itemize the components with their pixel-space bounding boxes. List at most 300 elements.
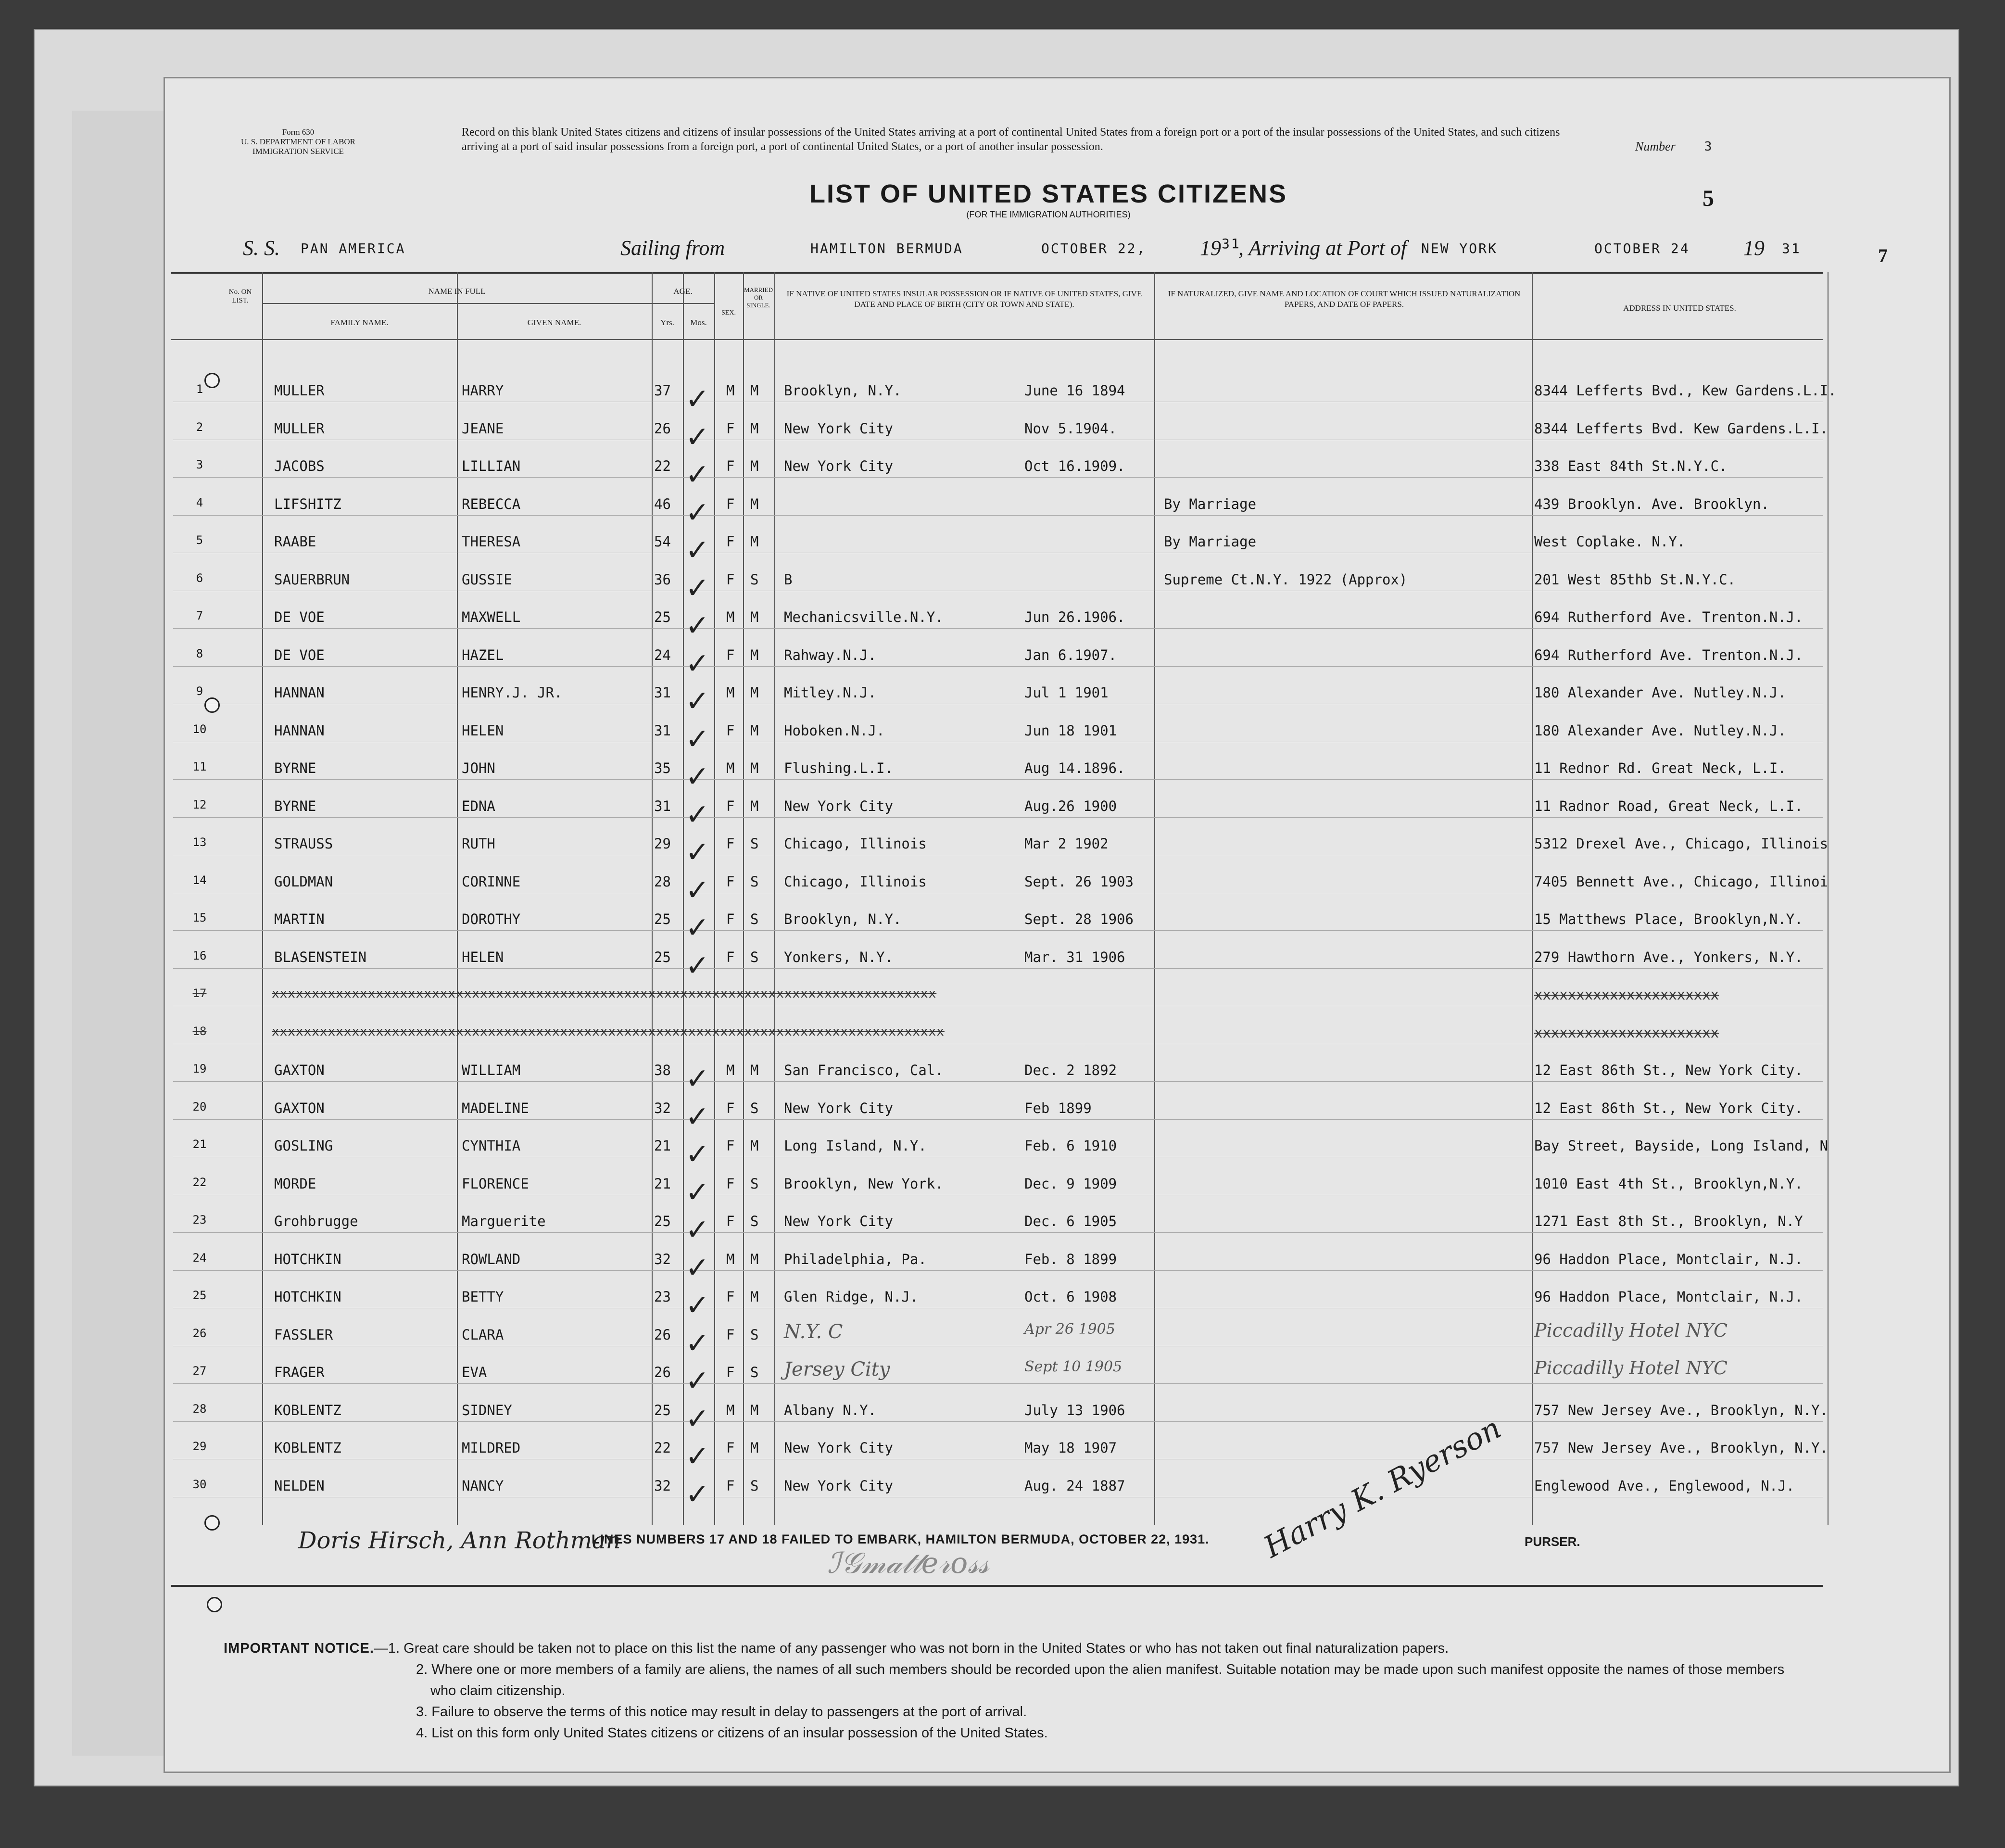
checkmark-icon: ✓ <box>685 1100 710 1134</box>
checkmark-icon: ✓ <box>685 797 710 832</box>
header-no: No. ON LIST. <box>228 288 252 304</box>
given-name-cell: LILLIAN <box>462 458 521 474</box>
given-name-cell: WILLIAM <box>462 1062 521 1078</box>
row-number: 16 <box>192 949 207 962</box>
family-name-cell: KOBLENTZ <box>274 1402 341 1418</box>
address-cell: 279 Hawthorn Ave., Yonkers, N.Y. <box>1534 949 1803 965</box>
age-cell: 26 <box>654 420 671 437</box>
birthplace-cell: Mitley.N.J. <box>784 684 877 701</box>
row-number: 11 <box>192 760 207 773</box>
row-number: 8 <box>196 646 203 660</box>
given-name-cell: JOHN <box>462 760 495 776</box>
struck-entry: xxxxxxxxxxxxxxxxxxxxxxxxxxxxxxxxxxxxxxxxxxxxxxxxxxxxxxxxxxxxxxxxxxxxxxxxxxxxxxxxxxx <box>272 987 937 1001</box>
birthdate-cell: Oct. 6 1908 <box>1024 1289 1117 1305</box>
checkmark-icon: ✓ <box>685 1213 710 1247</box>
birthplace-cell: Long Island, N.Y. <box>784 1138 927 1154</box>
header-age: AGE. <box>673 287 693 296</box>
birthplace-cell: New York City <box>784 458 893 474</box>
age-cell: 21 <box>654 1138 671 1154</box>
table-row <box>173 977 1823 1006</box>
given-name-cell: HARRY <box>462 382 504 399</box>
address-cell: 201 West 85thb St.N.Y.C. <box>1534 571 1736 588</box>
checkmark-icon: ✓ <box>685 1326 710 1360</box>
marital-cell: M <box>750 646 759 663</box>
marital-cell: M <box>750 533 759 550</box>
age-cell: 25 <box>654 1213 671 1229</box>
given-name-cell: CYNTHIA <box>462 1138 521 1154</box>
naturalization-cell: By Marriage <box>1164 533 1257 550</box>
age-cell: 31 <box>654 797 671 814</box>
address-cell: 757 New Jersey Ave., Brooklyn, N.Y. <box>1534 1402 1828 1418</box>
checkmark-icon: ✓ <box>685 609 710 643</box>
given-name-cell: NANCY <box>462 1477 504 1494</box>
page-title: LIST OF UNITED STATES CITIZENS <box>809 179 1287 208</box>
marital-cell: S <box>750 1364 759 1380</box>
birthplace-cell: Jersey City <box>784 1358 890 1380</box>
birthplace-cell: New York City <box>784 1213 893 1229</box>
sex-cell: F <box>726 873 735 890</box>
address-cell: Bay Street, Bayside, Long Island, N <box>1534 1138 1828 1154</box>
family-name-cell: DE VOE <box>274 646 325 663</box>
table-row <box>173 1354 1823 1398</box>
marital-cell: S <box>750 1100 759 1116</box>
marital-cell: S <box>750 1326 759 1343</box>
birthdate-cell: Apr 26 1905 <box>1024 1320 1115 1338</box>
birthplace-cell: B <box>784 571 793 588</box>
address-cell: Piccadilly Hotel NYC <box>1534 1319 1728 1341</box>
row-number: 6 <box>196 571 203 585</box>
marital-cell: S <box>750 911 759 927</box>
row-number: 18 <box>192 1024 207 1038</box>
checkmark-icon: ✓ <box>685 571 710 605</box>
checkmark-icon: ✓ <box>685 873 710 907</box>
row-number: 9 <box>196 684 203 698</box>
table-row <box>173 1052 1823 1096</box>
sex-cell: F <box>726 911 735 927</box>
sex-cell: M <box>726 382 735 399</box>
departure-port: HAMILTON BERMUDA <box>810 240 963 256</box>
given-name-cell: GUSSIE <box>462 571 512 588</box>
age-cell: 32 <box>654 1251 671 1267</box>
sex-cell: F <box>726 835 735 852</box>
row-number: 13 <box>192 835 207 849</box>
row-number: 22 <box>192 1175 207 1189</box>
birthplace-cell: New York City <box>784 420 893 437</box>
address-cell: 96 Haddon Place, Montclair, N.J. <box>1534 1251 1803 1267</box>
marital-cell: M <box>750 1138 759 1154</box>
table-row <box>173 599 1823 643</box>
row-number: 26 <box>192 1326 207 1340</box>
row-number: 29 <box>192 1440 207 1453</box>
faded-signature-scrawl: ℐ𝒢𝓂𝒶𝓉𝓉𝑒𝓇𝑜𝓈𝓈 <box>827 1546 989 1580</box>
handwritten-names: Doris Hirsch, Ann Rothman <box>298 1527 621 1554</box>
notice-item-1: —1. Great care should be taken not to place on this list the name of any passenger who was not born in the United States or who has not taken out final naturalization papers. <box>374 1641 1449 1656</box>
table-row <box>173 448 1823 492</box>
checkmark-icon: ✓ <box>685 1440 710 1473</box>
row-number: 10 <box>192 722 207 736</box>
birthplace-cell: Brooklyn, N.Y. <box>784 382 902 399</box>
sex-cell: M <box>726 1251 735 1267</box>
table-row <box>173 1203 1823 1247</box>
row-number: 1 <box>196 382 203 396</box>
header-mos: Mos. <box>690 318 707 327</box>
header-name-in-full: NAME IN FULL <box>428 287 486 296</box>
given-name-cell: MILDRED <box>462 1440 521 1456</box>
family-name-cell: BYRNE <box>274 797 316 814</box>
family-name-cell: NELDEN <box>274 1477 325 1494</box>
address-cell: Englewood Ave., Englewood, N.J. <box>1534 1477 1795 1494</box>
ship-name: PAN AMERICA <box>301 240 406 256</box>
marital-cell: M <box>750 1251 759 1267</box>
table-row <box>173 750 1823 794</box>
table-row <box>173 562 1823 605</box>
header-divider <box>262 303 652 304</box>
address-cell: 12 East 86th St., New York City. <box>1534 1100 1803 1116</box>
marital-cell: M <box>750 609 759 625</box>
form-identifier: Form 630 U. S. DEPARTMENT OF LABOR IMMIGRATION SERVICE <box>241 127 355 156</box>
birthplace-cell: Chicago, Illinois <box>784 873 927 890</box>
given-name-cell: SIDNEY <box>462 1402 512 1418</box>
checkmark-icon: ✓ <box>685 1175 710 1209</box>
address-cell: 96 Haddon Place, Montclair, N.J. <box>1534 1289 1803 1305</box>
birthplace-cell: Brooklyn, N.Y. <box>784 911 902 927</box>
address-cell: 7405 Bennett Ave., Chicago, Illinoi <box>1534 873 1828 890</box>
checkmark-icon: ✓ <box>685 1289 710 1322</box>
age-cell: 25 <box>654 1402 671 1418</box>
row-number: 28 <box>192 1402 207 1416</box>
age-cell: 37 <box>654 382 671 399</box>
arrival-port: NEW YORK <box>1421 240 1498 256</box>
birthplace-cell: New York City <box>784 1100 893 1116</box>
sex-cell: F <box>726 1477 735 1494</box>
address-cell: 1010 East 4th St., Brooklyn,N.Y. <box>1534 1175 1803 1192</box>
stamp-number: 5 <box>1702 186 1714 211</box>
sex-cell: F <box>726 797 735 814</box>
table-row <box>173 1279 1823 1322</box>
age-cell: 31 <box>654 684 671 701</box>
marital-cell: M <box>750 458 759 474</box>
given-name-cell: HAZEL <box>462 646 504 663</box>
address-cell: 5312 Drexel Ave., Chicago, Illinois <box>1534 835 1828 852</box>
sex-cell: F <box>726 1100 735 1116</box>
side-mark: 7 <box>1878 245 1888 266</box>
marital-cell: S <box>750 835 759 852</box>
family-name-cell: HOTCHKIN <box>274 1289 341 1305</box>
age-cell: 32 <box>654 1477 671 1494</box>
sex-cell: M <box>726 609 735 625</box>
birthdate-cell: Dec. 2 1892 <box>1024 1062 1117 1078</box>
given-name-cell: HENRY.J. JR. <box>462 684 563 701</box>
address-cell: xxxxxxxxxxxxxxxxxxxxxx <box>1534 1024 1719 1041</box>
checkmark-icon: ✓ <box>685 949 710 983</box>
given-name-cell: FLORENCE <box>462 1175 529 1192</box>
checkmark-icon: ✓ <box>685 722 710 756</box>
birthplace-cell: New York City <box>784 797 893 814</box>
marital-cell: S <box>750 873 759 890</box>
age-cell: 28 <box>654 873 671 890</box>
table-row <box>173 1241 1823 1285</box>
row-number: 14 <box>192 873 207 887</box>
sex-cell: F <box>726 420 735 437</box>
row-number: 17 <box>192 987 207 1000</box>
address-cell: 1271 East 8th St., Brooklyn, N.Y <box>1534 1213 1803 1229</box>
family-name-cell: BLASENSTEIN <box>274 949 367 965</box>
row-number: 20 <box>192 1100 207 1114</box>
adjacent-page-strip <box>72 111 173 1756</box>
age-cell: 25 <box>654 949 671 965</box>
intro-text: Record on this blank United States citizens and citizens of insular possessions of the United States arriving at a port of continental United States from a foreign port or a port of the insular possessions of the United States, and such citizens arriving at a port of said insular possessions from a foreign port, a port of continental United States, or a port of another insular possession. <box>462 126 1560 153</box>
age-cell: 26 <box>654 1326 671 1343</box>
birthdate-cell: Nov 5.1904. <box>1024 420 1117 437</box>
family-name-cell: LIFSHITZ <box>274 495 341 512</box>
notice-divider <box>171 1585 1823 1587</box>
struck-entry: xxxxxxxxxxxxxxxxxxxxxxxxxxxxxxxxxxxxxxxxxxxxxxxxxxxxxxxxxxxxxxxxxxxxxxxxxxxxxxxxxxxx <box>272 1024 945 1039</box>
sex-cell: F <box>726 646 735 663</box>
table-row <box>173 1430 1828 1473</box>
table-row <box>173 1090 1823 1134</box>
header-marital: MARRIED OR SINGLE. <box>744 286 773 309</box>
checkmark-icon: ✓ <box>685 911 710 945</box>
row-number: 3 <box>196 458 203 471</box>
age-cell: 54 <box>654 533 671 550</box>
sex-cell: F <box>726 1289 735 1305</box>
birthplace-cell: Philadelphia, Pa. <box>784 1251 927 1267</box>
birthdate-cell: Feb 1899 <box>1024 1100 1092 1116</box>
birthdate-cell: June 16 1894 <box>1024 382 1125 399</box>
checkmark-icon: ✓ <box>685 1364 710 1398</box>
table-row <box>173 864 1828 907</box>
address-cell: 180 Alexander Ave. Nutley.N.J. <box>1534 684 1786 701</box>
address-cell: 439 Brooklyn. Ave. Brooklyn. <box>1534 495 1769 512</box>
row-number: 12 <box>192 797 207 811</box>
address-cell: 180 Alexander Ave. Nutley.N.J. <box>1534 722 1786 739</box>
birthdate-cell: July 13 1906 <box>1024 1402 1125 1418</box>
page-subtitle: (FOR THE IMMIGRATION AUTHORITIES) <box>966 210 1131 219</box>
table-row <box>173 901 1823 945</box>
sex-cell: M <box>726 1402 735 1418</box>
birthdate-cell: May 18 1907 <box>1024 1440 1117 1456</box>
row-number: 27 <box>192 1364 207 1378</box>
checkmark-icon: ✓ <box>685 1402 710 1436</box>
birthdate-cell: Mar. 31 1906 <box>1024 949 1125 965</box>
birthdate-cell: Jun 26.1906. <box>1024 609 1125 625</box>
row-number: 30 <box>192 1477 207 1491</box>
birthplace-cell: Glen Ridge, N.J. <box>784 1289 919 1305</box>
header-naturalized: IF NATURALIZED, GIVE NAME AND LOCATION OF COURT WHICH ISSUED NATURALIZATION PAPERS, AND DATE OF PAPERS. <box>1168 289 1521 309</box>
birthdate-cell: Mar 2 1902 <box>1024 835 1109 852</box>
given-name-cell: ROWLAND <box>462 1251 521 1267</box>
marital-cell: S <box>750 1213 759 1229</box>
row-number: 5 <box>196 533 203 547</box>
family-name-cell: MULLER <box>274 420 325 437</box>
birthplace-cell: Brooklyn, New York. <box>784 1175 944 1192</box>
age-cell: 22 <box>654 458 671 474</box>
marital-cell: M <box>750 1402 759 1418</box>
important-notice <box>224 1638 1811 1744</box>
birthdate-cell: Jun 18 1901 <box>1024 722 1117 739</box>
purser-signature: Harry K. Ryerson <box>1258 1410 1507 1565</box>
sex-cell: F <box>726 533 735 550</box>
birthplace-cell: San Francisco, Cal. <box>784 1062 944 1078</box>
checkmark-icon: ✓ <box>685 382 710 416</box>
family-name-cell: MULLER <box>274 382 325 399</box>
birthplace-cell: New York City <box>784 1477 893 1494</box>
departure-year-prefix: 19 <box>1200 236 1221 260</box>
marital-cell: S <box>750 571 759 588</box>
punch-hole <box>207 1597 222 1612</box>
birthdate-cell: Aug 14.1896. <box>1024 760 1125 776</box>
birthdate-cell: Jul 1 1901 <box>1024 684 1109 701</box>
family-name-cell: JACOBS <box>274 458 325 474</box>
birthdate-cell: Dec. 6 1905 <box>1024 1213 1117 1229</box>
checkmark-icon: ✓ <box>685 684 710 718</box>
birthdate-cell: Sept 10 1905 <box>1024 1358 1122 1375</box>
table-row <box>173 1166 1823 1209</box>
family-name-cell: Grohbrugge <box>274 1213 358 1229</box>
family-name-cell: GAXTON <box>274 1100 325 1116</box>
header-yrs: Yrs. <box>660 318 674 327</box>
age-cell: 22 <box>654 1440 671 1456</box>
header-given-name: GIVEN NAME. <box>527 318 581 327</box>
birthdate-cell: Sept. 28 1906 <box>1024 911 1134 927</box>
checkmark-icon: ✓ <box>685 835 710 869</box>
marital-cell: S <box>750 1477 759 1494</box>
birthdate-cell: Feb. 8 1899 <box>1024 1251 1117 1267</box>
age-cell: 35 <box>654 760 671 776</box>
list-number: Number 3 <box>1635 139 1712 154</box>
family-name-cell: HANNAN <box>274 722 325 739</box>
sex-cell: F <box>726 1138 735 1154</box>
given-name-cell: THERESA <box>462 533 521 550</box>
sex-cell: F <box>726 1364 735 1380</box>
sex-cell: F <box>726 1326 735 1343</box>
checkmark-icon: ✓ <box>685 646 710 681</box>
table-row <box>173 1468 1823 1511</box>
birthdate-cell: Sept. 26 1903 <box>1024 873 1134 890</box>
given-name-cell: REBECCA <box>462 495 521 512</box>
age-cell: 24 <box>654 646 671 663</box>
age-cell: 25 <box>654 609 671 625</box>
given-name-cell: HELEN <box>462 949 504 965</box>
birthplace-cell: Flushing.L.I. <box>784 760 893 776</box>
address-cell: 11 Radnor Road, Great Neck, L.I. <box>1534 797 1803 814</box>
family-name-cell: GOLDMAN <box>274 873 333 890</box>
given-name-cell: HELEN <box>462 722 504 739</box>
birthdate-cell: Jan 6.1907. <box>1024 646 1117 663</box>
birthdate-cell: Feb. 6 1910 <box>1024 1138 1117 1154</box>
sex-cell: F <box>726 571 735 588</box>
row-number: 4 <box>196 495 203 509</box>
given-name-cell: JEANE <box>462 420 504 437</box>
family-name-cell: MORDE <box>274 1175 316 1192</box>
age-cell: 23 <box>654 1289 671 1305</box>
notice-lead: IMPORTANT NOTICE. <box>224 1641 374 1656</box>
row-number: 2 <box>196 420 203 434</box>
birthdate-cell: Aug.26 1900 <box>1024 797 1117 814</box>
naturalization-cell: By Marriage <box>1164 495 1257 512</box>
address-cell: 12 East 86th St., New York City. <box>1534 1062 1803 1078</box>
family-name-cell: KOBLENTZ <box>274 1440 341 1456</box>
age-cell: 29 <box>654 835 671 852</box>
checkmark-icon: ✓ <box>685 458 710 492</box>
birthplace-cell: N.Y. C <box>784 1320 843 1343</box>
sex-cell: F <box>726 458 735 474</box>
family-name-cell: DE VOE <box>274 609 325 625</box>
marital-cell: M <box>750 760 759 776</box>
row-number: 21 <box>192 1138 207 1151</box>
family-name-cell: GOSLING <box>274 1138 333 1154</box>
age-cell: 26 <box>654 1364 671 1380</box>
header-sex: SEX. <box>721 309 736 316</box>
header-family-name: FAMILY NAME. <box>330 318 389 327</box>
table-row <box>173 675 1823 718</box>
birthdate-cell: Dec. 9 1909 <box>1024 1175 1117 1192</box>
address-cell: xxxxxxxxxxxxxxxxxxxxxx <box>1534 987 1719 1003</box>
header-address: ADDRESS IN UNITED STATES. <box>1623 304 1736 313</box>
table-row <box>173 826 1828 869</box>
table-row <box>173 637 1823 681</box>
row-number: 25 <box>192 1289 207 1302</box>
checkmark-icon: ✓ <box>685 533 710 567</box>
given-name-cell: RUTH <box>462 835 495 852</box>
address-cell: West Coplake. N.Y. <box>1534 533 1686 550</box>
address-cell: 8344 Lefferts Bvd., Kew Gardens.L.I. <box>1534 382 1837 399</box>
address-cell: 15 Matthews Place, Brooklyn,N.Y. <box>1534 911 1803 927</box>
given-name-cell: MAXWELL <box>462 609 521 625</box>
birthplace-cell: Albany N.Y. <box>784 1402 877 1418</box>
row-number: 19 <box>192 1062 207 1076</box>
row-number: 24 <box>192 1251 207 1265</box>
table-row <box>173 1015 1823 1044</box>
family-name-cell: STRAUSS <box>274 835 333 852</box>
sex-cell: F <box>726 1213 735 1229</box>
departure-year: 31 <box>1222 236 1241 252</box>
marital-cell: M <box>750 1289 759 1305</box>
marital-cell: M <box>750 495 759 512</box>
sex-cell: F <box>726 949 735 965</box>
address-cell: 11 Rednor Rd. Great Neck, L.I. <box>1534 760 1786 776</box>
voyage-line <box>243 236 1825 263</box>
age-cell: 31 <box>654 722 671 739</box>
row-number: 7 <box>196 609 203 622</box>
marital-cell: S <box>750 1175 759 1192</box>
checkmark-icon: ✓ <box>685 1477 710 1511</box>
row-number: 23 <box>192 1213 207 1227</box>
marital-cell: M <box>750 1062 759 1078</box>
table-row <box>173 524 1823 567</box>
row-number: 15 <box>192 911 207 924</box>
family-name-cell: BYRNE <box>274 760 316 776</box>
age-cell: 32 <box>654 1100 671 1116</box>
given-name-cell: CLARA <box>462 1326 504 1343</box>
table-row <box>173 713 1823 756</box>
family-name-cell: FASSLER <box>274 1326 333 1343</box>
family-name-cell: RAABE <box>274 533 316 550</box>
address-cell: 338 East 84th St.N.Y.C. <box>1534 458 1728 474</box>
birthplace-cell: Mechanicsville.N.Y. <box>784 609 944 625</box>
birthdate-cell: Oct 16.1909. <box>1024 458 1125 474</box>
age-cell: 25 <box>654 911 671 927</box>
address-cell: 8344 Lefferts Bvd. Kew Gardens.L.I. <box>1534 420 1828 437</box>
address-cell: 694 Rutherford Ave. Trenton.N.J. <box>1534 646 1803 663</box>
given-name-cell: MADELINE <box>462 1100 529 1116</box>
marital-cell: M <box>750 382 759 399</box>
address-cell: 757 New Jersey Ave., Brooklyn, N.Y. <box>1534 1440 1828 1456</box>
given-name-cell: DOROTHY <box>462 911 521 927</box>
arrival-date: OCTOBER 24 <box>1594 240 1690 256</box>
address-cell: Piccadilly Hotel NYC <box>1534 1357 1728 1379</box>
checkmark-icon: ✓ <box>685 495 710 530</box>
